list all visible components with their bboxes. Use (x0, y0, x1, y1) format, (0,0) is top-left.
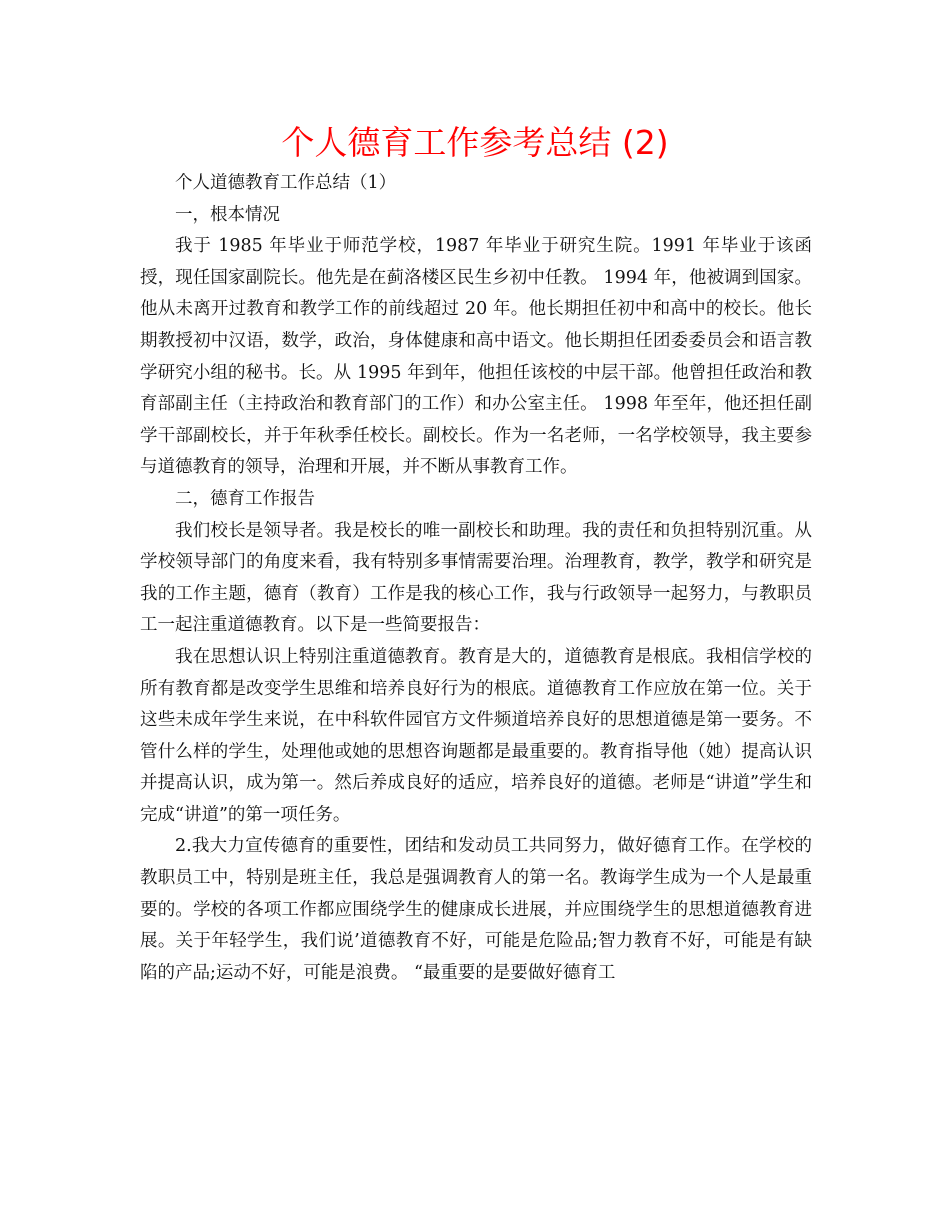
document-title: 个人德育工作参考总结 (2) (281, 123, 669, 162)
paragraph-basic-info: 我于 1985 年毕业于师范学校，1987 年毕业于研究生院。1991 年毕业于该函授，现任国家副院长。他先是在蓟洛楼区民生乡初中任教。 1994 年，他被调到国家。他从未离开过教育和教学工作的前线超过 20 年。他长期担任初中和高中的校长。他长期教授初中汉语，数学，政治，身体健康和高中语文。他长期担任团委委员会和语言教学研究小组的秘书。长。从 1995 年到年，他担任该校的中层干部。他曾担任政治和教育部副主任（主持政治和教育部门的工作）和办公室主任。 1998 年至年，他还担任副学干部副校长，并于年秋季任校长。副校长。作为一名老师，一名学校领导，我主要参与道德教育的领导，治理和开展，并不断从事教育工作。 (140, 236, 812, 478)
paragraph-subtitle: 个人道德教育工作总结（1） (175, 173, 397, 193)
section-heading-basic-info: 一，根本情况 (175, 204, 280, 225)
section-heading-report: 二，德育工作报告 (175, 488, 315, 509)
document-body (140, 168, 812, 989)
paragraph-report-intro: 我们校长是领导者。我是校长的唯一副校长和助理。我的责任和负担特别沉重。从学校领导部门的角度来看，我有特别多事情需要治理。治理教育，教学，教学和研究是我的工作主题，德育（教育）工作是我的核心工作，我与行政领导一起努力，与教职员工一起注重道德教育。以下是一些简要报告： (140, 520, 812, 636)
paragraph-point-2: 2.我大力宣传德育的重要性，团结和发动员工共同努力，做好德育工作。在学校的教职员工中，特别是班主任，我总是强调教育人的第一名。教诲学生成为一个人是最重要的。学校的各项工作都应围绕学生的健康成长进展，并应围绕学生的思想道德教育进展。关于年轻学生，我们说’道德教育不好，可能是危险品;智力教育不好，可能是有缺陷的产品;运动不好，可能是浪费。 “最重要的是要做好德育工 (140, 836, 812, 983)
paragraph-point-1: 我在思想认识上特别注重道德教育。教育是大的，道德教育是根底。我相信学校的所有教育都是改变学生思维和培养良好行为的根底。道德教育工作应放在第一位。关于这些未成年学生来说，在中科软件园官方文件频道培养良好的思想道德是第一要务。不管什么样的学生，处理他或她的思想咨询题都是最重要的。教育指导他（她）提高认识并提高认识，成为第一。然后养成良好的适应，培养良好的道德。老师是“讲道”学生和完成“讲道”的第一项任务。 (140, 646, 812, 825)
